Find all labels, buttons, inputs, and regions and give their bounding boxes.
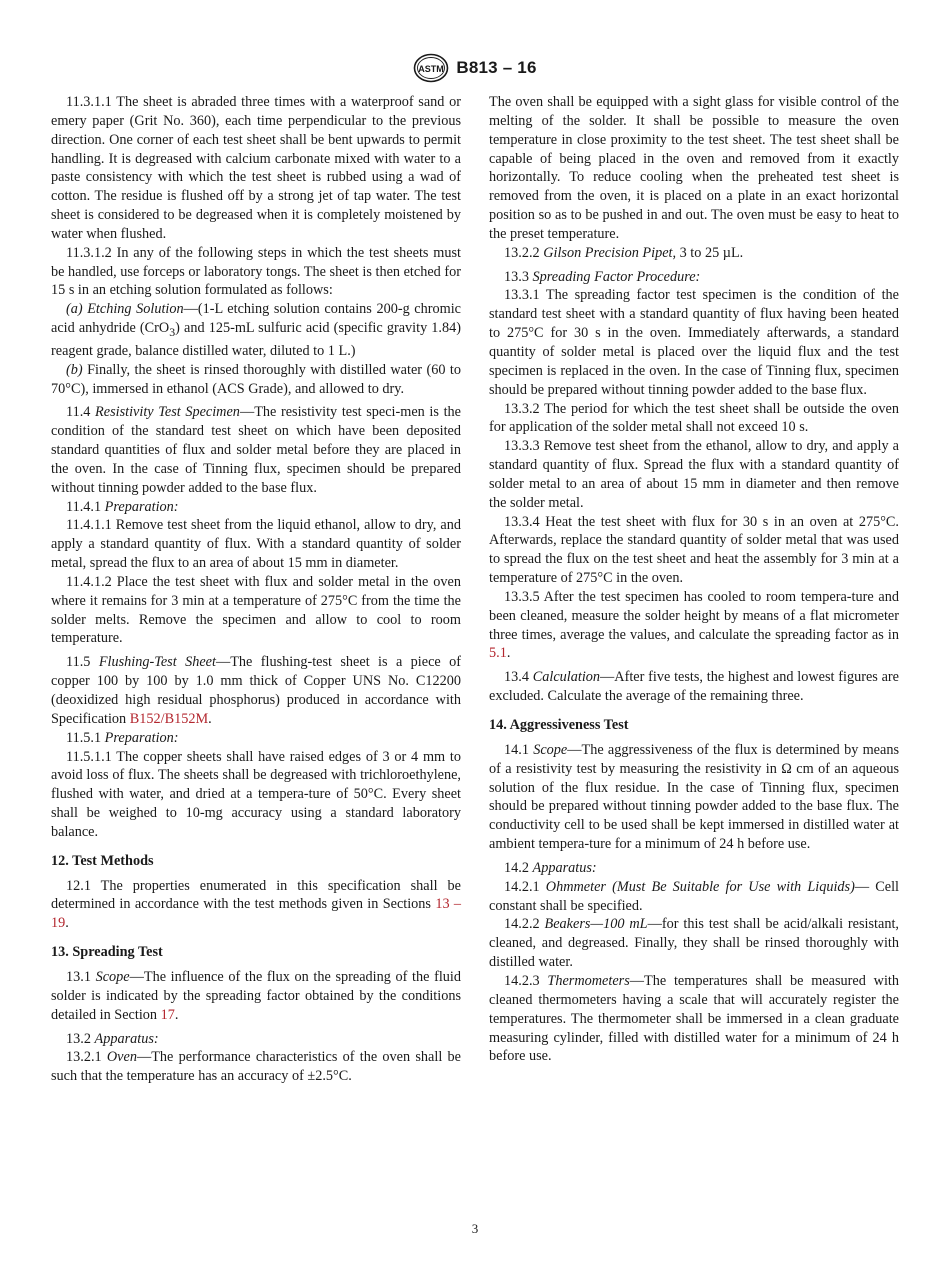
section-text: 3 to 25 µL.	[676, 244, 744, 261]
section-title: Flushing-Test Sheet	[98, 654, 216, 671]
paragraph-14-2-1	[489, 878, 899, 916]
section-number: 14.2.3	[504, 972, 548, 989]
item-b-label: (b)	[66, 361, 83, 378]
section-text: — Cell constant shall be specified.	[489, 878, 899, 914]
section-title: Apparatus:	[532, 859, 597, 876]
paragraph-13-2-1	[51, 1048, 461, 1086]
section-title: Beakers—100 mL	[544, 916, 648, 933]
paragraph-13-3-1: 13.3.1 The spreading factor test specimen is the condition of the standard test sheet with a standard quantity of flux having been heated to 275°C for 30 s in the oven. Immediately afterwards, a standard quantity of solder metal is placed over the liquid flux and the test specimen is replaced in the oven. In the case of Tinning flux, specimen should be prepared without tinning powder added to the base flux.	[489, 287, 899, 398]
paragraph-13-1: 13.1 Scope—The influence of the flux on the spreading of the fluid solder is indicated by the spreading factor obtained by the conditions detailed in Section 17.	[51, 968, 462, 1023]
paragraph-11-5-1-1: 11.5.1.1 The copper sheets shall have raised edges of 3 or 4 mm to avoid loss of flux. The sheets shall be degreased with trichloroethylene, flushed with water, and dried at a tempera-ture of 50°C. Every sheet shall be weighed to 10-mg accuracy using a standard laboratory balance.	[51, 748, 461, 840]
logo-text: ASTM	[418, 64, 445, 74]
section-title: Resistivity Test Specimen	[95, 404, 240, 421]
document-designation: B813 – 16	[456, 58, 537, 77]
heading-spreading-test: 13. Spreading Test	[51, 944, 163, 961]
paragraph-rinse	[51, 361, 461, 399]
paragraph-11-3-1-1: 11.3.1.1 The sheet is abraded three times with a waterproof sand or emery paper (Grit No. 360), each time perpendicular to the previous direction. One corner of each test sheet shall be bent upwards to permit handling. It is degreased with calcium carbonate mixed with water to a paste consistency with which the test sheet is rubbed using a wad of cotton. The residue is flushed off by a strong jet of tap water. The test sheet is considered to be degreased when it is completely moistened by water when flushed.	[51, 94, 461, 242]
section-number: 13.1	[66, 968, 96, 985]
paragraph-13-3-4: 13.3.4 Heat the test sheet with flux for 30 s in an oven at 275°C. Afterwards, replace the standard quantity of solder metal that was used to spread the flux on the test sheet and heat the assembly for 3 min at a temperature of 275°C in the oven.	[489, 513, 899, 587]
heading-aggressiveness-test: 14. Aggressiveness Test	[489, 717, 629, 733]
page-number: 3	[471, 1221, 479, 1236]
paragraph-13-3-5: 13.3.5 After the test specimen has cooled to room tempera-ture and been cleaned, measure the solder height by means of a flat micrometer three times, average the values, and calculate the spreading factor as in 5.1.	[489, 588, 899, 662]
item-a-text-2: ) and 125-mL sulfuric acid (specific gravity 1.84) reagent grade, balance distilled water, diluted to 1 L.)	[51, 320, 461, 359]
section-title: Scope	[533, 741, 568, 758]
section-title: Preparation:	[104, 729, 179, 746]
item-a-text-1: —(1-L etching solution contains 200-g chromic acid anhydride (CrO	[51, 301, 461, 337]
section-text: —The performance characteristics of the oven shall be such that the temperature has an accuracy of ±2.5°C.	[51, 1049, 462, 1085]
section-title: Gilson Precision Pipet,	[543, 244, 677, 261]
section-text: —for this test shall be acid/alkali resistant, cleaned, and degreased. Finally, they shall be rinsed thoroughly with distilled water.	[489, 916, 899, 971]
section-title: Scope	[95, 968, 130, 985]
paragraph-11-4-1-1: 11.4.1.1 Remove test sheet from the liquid ethanol, allow to dry, and apply a standard quantity of flux. With a standard quantity of solder metal, spread the flux to an area of about 15 mm in diameter.	[51, 517, 461, 572]
section-number: 14.2	[504, 859, 533, 876]
item-a-subscript: 3	[169, 324, 176, 339]
paragraph-11-5-1	[51, 729, 461, 748]
section-text: —The resistivity test speci-men is the condition of the standard test sheet on which have been deposited standard quantities of flux and solder metal before they are placed in the oven. In the case of Tinning flux, specimen should be prepared without tinning powder added to the base flux.	[51, 404, 461, 496]
paragraph-11-4-1	[51, 498, 461, 517]
left-column	[51, 93, 461, 1086]
section-number: 13.2.2	[504, 244, 544, 261]
section-number: 13.3	[504, 268, 533, 285]
paragraph-14-1	[489, 741, 899, 854]
paragraph-11-4-1-2: 11.4.1.2 Place the test sheet with flux and solder metal in the oven where it remains for 3 min at a temperature of 275°C from the time the solder melts. Remove the specimen and allow to cool to room temperature.	[51, 573, 461, 647]
section-title: Calculation	[532, 669, 601, 686]
paragraph-11-4	[51, 403, 461, 497]
section-number: 13.2.1	[66, 1049, 107, 1066]
sections-link-13-19[interactable]: 13 – 19	[51, 896, 462, 932]
section-title: Ohmmeter (Must Be Suitable for Use with Liquids)	[545, 878, 855, 895]
item-a-label: (a) Etching Solution	[66, 301, 184, 318]
section-number: 13.4	[504, 669, 533, 686]
section-link-17[interactable]: 17	[160, 1006, 175, 1023]
paragraph-14-2-2	[489, 915, 899, 972]
section-text: —The influence of the flux on the spreading of the fluid solder is indicated by the spreading factor obtained by the conditions detailed in Section	[51, 968, 462, 1023]
section-number: 14.2.1	[504, 878, 546, 895]
page-header	[0, 53, 950, 83]
paragraph-13-3-3: 13.3.3 Remove test sheet from the ethanol, allow to dry, and apply a standard quantity of flux. Spread the flux with a standard quantity of solder metal to an area of about 15 mm in diameter and then remove the solder metal.	[489, 438, 899, 511]
section-title: Apparatus:	[94, 1030, 159, 1047]
astm-logo-icon	[413, 53, 449, 83]
paragraph-13-2-2	[489, 244, 899, 263]
section-link-5-1[interactable]: 5.1	[489, 645, 507, 662]
paragraph-13-2-1-continued: The oven shall be equipped with a sight glass for visible control of the melting of the solder. It shall be possible to measure the oven temperature in close proximity to the test sheet. The test sheet shall be capable of being placed in the oven and removed from it exactly horizontally. To reduce cooling when the preheated test sheet is removed from the oven, it is placed on a plate in an exact horizontal position so as to be pushed in and out. The oven must be easy to heat to the preset temperature.	[489, 94, 899, 242]
heading-test-methods: 12. Test Methods	[51, 852, 154, 869]
section-title: Spreading Factor Procedure:	[532, 268, 701, 285]
paragraph-etching-solution	[51, 300, 461, 360]
paragraph-12-1: 12.1 The properties enumerated in this specification shall be determined in accordance with the test methods given in Sections 13 – 19.	[51, 877, 462, 932]
section-text: —The flushing-test sheet is a piece of copper 100 by 100 by 1.0 mm thick of Copper UNS No. C12200 (deoxidized high residual phosphorus) produced in accordance with Specification	[51, 654, 461, 727]
section-text: —The aggressiveness of the flux is determined by means of a resistivity test by measuring the resistivity in Ω cm of an aqueous solution of the flux residue. In the case of Tinning flux, specimen should be prepared without tinning powder added to the base flux. The conductivity cell to be used shall be kept immersed in distilled water at ambient tempera-ture for a minimum of 24 h before use.	[489, 741, 899, 853]
section-number: 11.4.1	[66, 498, 105, 515]
paragraph-13-3	[489, 268, 899, 287]
paragraph-13-4	[489, 668, 899, 706]
paragraph-13-2	[51, 1030, 461, 1049]
paragraph-14-2	[489, 859, 899, 878]
specification-link-b152[interactable]: B152/B152M	[129, 710, 209, 727]
section-number: 11.4	[66, 404, 96, 421]
paragraph-11-3-1-2: 11.3.1.2 In any of the following steps in which the test sheets must be handled, use forceps or laboratory tongs. The sheet is then etched for 15 s in an etching solution formulated as follows:	[51, 244, 461, 299]
paragraph-14-2-3	[489, 972, 899, 1066]
section-number: 11.5.1	[66, 729, 105, 746]
section-text: —After five tests, the highest and lowest figures are excluded. Calculate the average of the remaining three.	[489, 669, 900, 705]
section-number: 13.2	[66, 1030, 95, 1047]
section-title: Preparation:	[104, 498, 179, 515]
item-b-text: Finally, the sheet is rinsed thoroughly with distilled water (60 to 70°C), immersed in ethanol (ACS Grade), and allowed to dry.	[51, 361, 461, 397]
section-number: 14.1	[504, 741, 534, 758]
section-title: Oven	[106, 1049, 137, 1066]
section-number: 11.5	[66, 654, 99, 671]
section-text: —The temperatures shall be measured with cleaned thermometers having a scale that will accurately register the temperatures. The thermometer shall be immersed in a clean graduate measuring cylinder, filled with distilled water for a minimum of 24 h before use.	[489, 972, 899, 1065]
paragraph-11-5: 11.5 Flushing-Test Sheet—The flushing-test sheet is a piece of copper 100 by 100 by 1.0 mm thick of Copper UNS No. C12200 (deoxidized high residual phosphorus) produced in accordance with Specification B152/B152M.	[51, 654, 461, 727]
section-number: 14.2.2	[504, 916, 545, 933]
section-title: Thermometers	[547, 972, 630, 989]
right-column	[489, 93, 899, 1066]
paragraph-13-3-2: 13.3.2 The period for which the test sheet shall be outside the oven for application of the solder metal shall not exceed 10 s.	[489, 400, 899, 436]
